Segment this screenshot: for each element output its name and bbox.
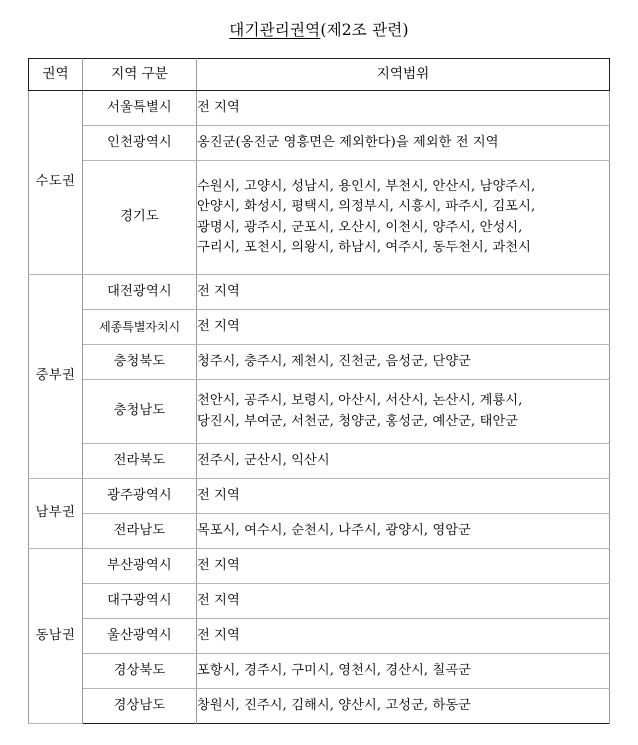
area-name-cell: 충청남도 (83, 380, 197, 444)
area-scope-cell (197, 549, 610, 584)
scope-line: 전 지역 (197, 283, 240, 299)
area-scope-cell (197, 310, 610, 345)
table-row (29, 689, 610, 724)
region-group-label: 동남권 (29, 549, 83, 724)
scope-line: 천안시, 공주시, 보령시, 아산시, 서산시, 논산시, 계룡시, (197, 393, 523, 409)
scope-line: 목포시, 여수시, 순천시, 나주시, 광양시, 영암군 (197, 522, 472, 538)
region-group-label: 중부권 (29, 275, 83, 479)
area-name-cell: 광주광역시 (83, 479, 197, 514)
table-row (29, 310, 610, 345)
scope-line: 당진시, 부여군, 서천군, 청양군, 홍성군, 예산군, 태안군 (197, 413, 519, 429)
area-name-cell: 대구광역시 (83, 584, 197, 619)
area-name-cell: 경기도 (83, 161, 197, 275)
table-row (29, 549, 610, 584)
area-name-cell: 경상남도 (83, 689, 197, 724)
area-scope-cell (197, 161, 610, 275)
area-name-cell: 울산광역시 (83, 619, 197, 654)
area-scope-cell (197, 275, 610, 310)
area-name-cell: 충청북도 (83, 345, 197, 380)
scope-line: 수원시, 고양시, 성남시, 용인시, 부천시, 안산시, 남양주시, (197, 178, 536, 194)
area-scope-cell (197, 654, 610, 689)
table-row (29, 654, 610, 689)
area-scope-cell (197, 91, 610, 126)
scope-line: 전 지역 (197, 318, 240, 334)
area-name-cell: 세종특별자치시 (83, 310, 197, 345)
table-row (29, 584, 610, 619)
area-name-cell: 경상북도 (83, 654, 197, 689)
table-row (29, 275, 610, 310)
area-name-cell: 인천광역시 (83, 126, 197, 161)
region-group-label: 남부권 (29, 479, 83, 549)
area-scope-cell (197, 380, 610, 444)
area-scope-cell (197, 689, 610, 724)
area-scope-cell (197, 514, 610, 549)
table-header-row (29, 59, 610, 91)
area-scope-cell (197, 584, 610, 619)
scope-line: 전 지역 (197, 592, 240, 608)
page-title-suffix: (제2조 관련) (320, 21, 409, 39)
column-header-region: 권역 (29, 59, 83, 91)
area-name-cell: 대전광역시 (83, 275, 197, 310)
table-row (29, 444, 610, 479)
scope-line: 전 지역 (197, 99, 240, 115)
area-scope-cell (197, 444, 610, 479)
table-row (29, 161, 610, 275)
region-group-label: 수도권 (29, 91, 83, 275)
area-scope-cell (197, 126, 610, 161)
scope-line: 창원시, 진주시, 김해시, 양산시, 고성군, 하동군 (197, 697, 472, 713)
area-scope-cell (197, 479, 610, 514)
scope-line: 포항시, 경주시, 구미시, 영천시, 경산시, 칠곡군 (197, 662, 472, 678)
scope-line: 전 지역 (197, 557, 240, 573)
region-table-container (28, 58, 609, 724)
page-title-text (229, 18, 408, 40)
air-quality-region-table (28, 58, 610, 724)
table-row (29, 619, 610, 654)
scope-line: 전주시, 군산시, 익산시 (197, 452, 330, 468)
table-row (29, 91, 610, 126)
scope-line: 안양시, 화성시, 평택시, 의정부시, 시흥시, 파주시, 김포시, (197, 199, 536, 215)
scope-line: 전 지역 (197, 627, 240, 643)
table-row (29, 479, 610, 514)
scope-line: 구리시, 포천시, 의왕시, 하남시, 여주시, 동두천시, 과천시 (197, 239, 531, 255)
area-name-cell: 부산광역시 (83, 549, 197, 584)
page-title-main: 대기관리권역 (229, 21, 321, 39)
table-row (29, 126, 610, 161)
page-title (0, 18, 638, 40)
column-header-area: 지역 구분 (83, 59, 197, 91)
table-row (29, 380, 610, 444)
scope-line: 옹진군(옹진군 영흥면은 제외한다)을 제외한 전 지역 (197, 134, 499, 150)
scope-line: 청주시, 충주시, 제천시, 진천군, 음성군, 단양군 (197, 353, 472, 369)
table-body (29, 91, 610, 724)
scope-line: 전 지역 (197, 487, 240, 503)
table-row (29, 345, 610, 380)
area-name-cell: 서울특별시 (83, 91, 197, 126)
area-scope-cell (197, 345, 610, 380)
table-header (29, 59, 610, 91)
area-name-cell: 전라북도 (83, 444, 197, 479)
table-row (29, 514, 610, 549)
area-name-cell: 전라남도 (83, 514, 197, 549)
area-scope-cell (197, 619, 610, 654)
scope-line: 광명시, 광주시, 군포시, 오산시, 이천시, 양주시, 안성시, (197, 219, 523, 235)
column-header-scope: 지역범위 (197, 59, 610, 91)
